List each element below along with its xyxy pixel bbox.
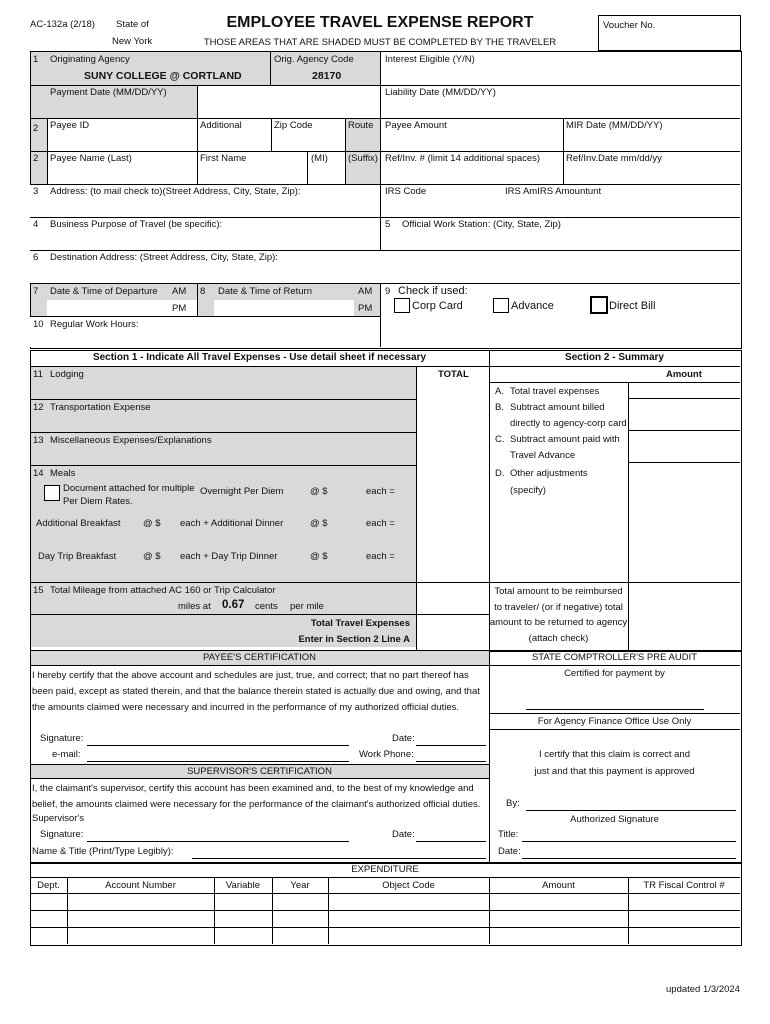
business-purpose-label: Business Purpose of Travel (be specific): <box>50 219 223 230</box>
meals-label: Meals <box>50 468 76 479</box>
payee-name-label: Payee Name (Last) <box>50 153 132 164</box>
title-label: Title: <box>498 829 519 840</box>
payee-date-line[interactable] <box>416 745 486 746</box>
expenditure-title: EXPENDITURE <box>351 864 419 875</box>
departure-pm: PM <box>172 303 187 314</box>
first-name-label: First Name <box>200 153 247 164</box>
misc-label: Miscellaneous Expenses/Explanations <box>50 435 212 446</box>
finance-office-label: For Agency Finance Office Use Only <box>537 716 692 727</box>
mi-label: (MI) <box>311 153 328 164</box>
n8: 8 <box>200 286 206 297</box>
miles-at: miles at <box>178 601 211 612</box>
s2-a-letter: A. <box>495 386 504 397</box>
each-plus-dinner: each + Additional Dinner <box>180 518 284 529</box>
mileage-rate: 0.67 <box>222 599 245 611</box>
payment-date-label: Payment Date (MM/DD/YY) <box>50 87 167 98</box>
orig-agency-code-label: Orig. Agency Code <box>274 54 354 65</box>
originating-agency-value: SUNY COLLEGE @ CORTLAND <box>84 70 242 82</box>
supervisor-date-line[interactable] <box>416 841 486 842</box>
per-mile: per mile <box>290 601 324 612</box>
updated-date: updated 1/3/2024 <box>666 984 740 995</box>
state-line2: New York <box>112 36 153 47</box>
n2a: 2 <box>33 123 39 134</box>
payee-id-label: Payee ID <box>50 120 90 131</box>
day-trip-breakfast: Day Trip Breakfast <box>38 551 117 562</box>
orig-agency-code-value: 28170 <box>312 70 342 82</box>
payee-signature-line[interactable] <box>87 745 349 746</box>
n10: 10 <box>33 319 44 330</box>
supervisor-cert-text: I, the claimant's supervisor, certify this account has been examined and, to the best of my knowledge and belief, the amounts claimed were necessary for the performance of the claimant's authorized official duties. <box>32 783 481 810</box>
transportation-label: Transportation Expense <box>50 402 151 413</box>
col-object-code: Object Code <box>382 880 435 891</box>
zip-code-label: Zip Code <box>274 120 313 131</box>
s2-d-text1: Other adjustments <box>510 468 588 479</box>
col-variable: Variable <box>225 880 261 891</box>
ref-inv-label: Ref/Inv. # (limit 14 additional spaces) <box>385 153 541 164</box>
payee-signature-label: Signature: <box>40 733 84 744</box>
s2-b-letter: B. <box>495 402 504 413</box>
col-dept: Dept. <box>37 880 60 891</box>
name-title-line[interactable] <box>192 858 486 859</box>
direct-bill-label: Direct Bill <box>609 300 656 312</box>
add-breakfast-at: @ $ <box>143 518 161 529</box>
n9: 9 <box>385 286 391 297</box>
n13: 13 <box>33 435 44 446</box>
additional-label: Additional <box>200 120 242 131</box>
col-tr-fiscal-control: TR Fiscal Control # <box>643 880 725 891</box>
destination-label: Destination Address: (Street Address, City, State, Zip): <box>50 252 278 263</box>
overnight-each: each = <box>366 486 395 497</box>
col-amount: Amount <box>542 880 575 891</box>
form-title: EMPLOYEE TRAVEL EXPENSE REPORT <box>226 14 534 31</box>
supervisor-signature-label: Signature: <box>40 829 84 840</box>
form-subtitle: THOSE AREAS THAT ARE SHADED MUST BE COMPLETED BY THE TRAVELER <box>203 37 557 48</box>
direct-bill-checkbox[interactable] <box>590 296 608 314</box>
reimb-3: amount to be returned to agency <box>489 617 628 628</box>
s2-a-text: Total travel expenses <box>510 386 600 397</box>
payee-phone-line[interactable] <box>416 761 486 762</box>
s2-c-text2: Travel Advance <box>510 450 576 461</box>
regular-hours-label: Regular Work Hours: <box>50 319 139 330</box>
departure-am: AM <box>172 286 187 297</box>
state-line1: State of <box>116 19 149 30</box>
return-label: Date & Time of Return <box>218 286 312 297</box>
document-attached-1: Document attached for multiple <box>63 483 195 494</box>
reimb-2: to traveler/ (or if negative) total <box>494 602 623 613</box>
n12: 12 <box>33 402 44 413</box>
n5: 5 <box>385 219 391 230</box>
add-dinner-at: @ $ <box>310 518 328 529</box>
return-pm: PM <box>358 303 373 314</box>
comptroller-date-line[interactable] <box>522 858 736 859</box>
payee-cert-title: PAYEE'S CERTIFICATION <box>202 652 317 663</box>
route-label: Route <box>348 120 374 131</box>
add-dinner-each: each = <box>366 518 395 529</box>
total-label: TOTAL <box>438 369 469 380</box>
day-dinner-at: @ $ <box>310 551 328 562</box>
name-title-label: Name & Title (Print/Type Legibly): <box>32 846 174 857</box>
s2-b-text2: directly to agency-corp card <box>510 418 627 429</box>
n15: 15 <box>33 585 44 596</box>
corp-card-label: Corp Card <box>412 300 463 312</box>
s2-d-text2: (specify) <box>510 485 546 496</box>
reimb-4: (attach check) <box>528 633 589 644</box>
n14: 14 <box>33 468 44 479</box>
return-am: AM <box>358 286 373 297</box>
advance-checkbox[interactable] <box>493 298 509 313</box>
originating-agency-label: Originating Agency <box>50 54 130 65</box>
payee-amount-label: Payee Amount <box>385 120 447 131</box>
s2-d-letter: D. <box>495 468 505 479</box>
interest-eligible-label: Interest Eligible (Y/N) <box>385 54 475 65</box>
n1: 1 <box>33 54 39 65</box>
per-diem-checkbox[interactable] <box>44 485 60 501</box>
lodging-label: Lodging <box>50 369 84 380</box>
s2-b-text1: Subtract amount billed <box>510 402 605 413</box>
s2-c-letter: C. <box>495 434 505 445</box>
document-attached-2: Per Diem Rates. <box>63 496 133 507</box>
total-travel-expenses-label: Total Travel Expenses <box>310 618 410 629</box>
suffix-label: (Suffix) <box>348 153 378 164</box>
certify-2: just and that this payment is approved <box>534 766 695 777</box>
col-account-number: Account Number <box>105 880 176 891</box>
payee-email-line[interactable] <box>87 761 349 762</box>
col-year: Year <box>290 880 310 891</box>
n2b: 2 <box>33 153 39 164</box>
payee-cert-text: I hereby certify that the above account and schedules are just, true, and correct; that no part thereof has been paid, except as stated therein, and that the balance therein stated is actually due and owing, and that the amounts claimed were necessary and incurred in the performance of my authorized official duties. <box>32 670 480 713</box>
amount-label: Amount <box>666 369 702 380</box>
certified-for-payment: Certified for payment by <box>564 668 665 679</box>
payee-email-label: e-mail: <box>52 749 81 760</box>
n3: 3 <box>33 186 39 197</box>
n6: 6 <box>33 252 39 263</box>
by-line[interactable] <box>526 810 736 811</box>
check-if-used-label: Check if used: <box>398 285 468 297</box>
ref-inv-date-label: Ref/Inv.Date mm/dd/yy <box>566 153 662 164</box>
form-id: AC-132a (2/18) <box>30 19 95 30</box>
official-station-label: Official Work Station: (City, State, Zip) <box>402 219 561 230</box>
corp-card-checkbox[interactable] <box>394 298 410 313</box>
supervisor-date-label: Date: <box>392 829 415 840</box>
return-field[interactable] <box>214 300 354 316</box>
mileage-label: Total Mileage from attached AC 160 or Trip Calculator <box>50 585 276 596</box>
day-dinner-each: each = <box>366 551 395 562</box>
liability-date-label: Liability Date (MM/DD/YY) <box>385 87 496 98</box>
reimb-1: Total amount to be reimbursed <box>494 586 623 597</box>
address-label: Address: (to mail check to)(Street Address, City, State, Zip): <box>50 186 301 197</box>
cents: cents <box>255 601 278 612</box>
enter-in-section2: Enter in Section 2 Line A <box>298 634 410 645</box>
comptroller-title: STATE COMPTROLLER'S PRE AUDIT <box>531 652 698 663</box>
section-block <box>30 350 742 652</box>
section2-title: Section 2 - Summary <box>565 352 664 363</box>
payee-work-phone-label: Work Phone: <box>359 749 414 760</box>
comptroller-date-label: Date: <box>498 846 521 857</box>
payee-date-label: Date: <box>392 733 415 744</box>
irs-amount-label: IRS AmIRS Amountunt <box>505 186 602 197</box>
n4: 4 <box>33 219 39 230</box>
departure-label: Date & Time of Departure <box>50 286 158 297</box>
each-plus-day-dinner: each + Day Trip Dinner <box>180 551 278 562</box>
authorized-signature: Authorized Signature <box>570 814 659 825</box>
overnight-at: @ $ <box>310 486 328 497</box>
payment-date-field[interactable] <box>197 85 380 118</box>
title-line[interactable] <box>522 841 736 842</box>
n7: 7 <box>33 286 39 297</box>
advance-label: Advance <box>511 300 554 312</box>
n11: 11 <box>33 369 43 380</box>
by-label: By: <box>506 798 520 809</box>
supervisor-cert-title: SUPERVISOR'S CERTIFICATION <box>187 766 332 777</box>
supervisor-signature-line[interactable] <box>87 841 349 842</box>
mir-date-label: MIR Date (MM/DD/YY) <box>566 120 663 131</box>
additional-breakfast: Additional Breakfast <box>36 518 121 529</box>
supervisors-label: Supervisor's <box>32 813 84 824</box>
overnight-per-diem: Overnight Per Diem <box>200 486 284 497</box>
day-breakfast-at: @ $ <box>143 551 161 562</box>
certify-1: I certify that this claim is correct and <box>539 749 690 760</box>
irs-code-label: IRS Code <box>385 186 427 197</box>
voucher-label: Voucher No. <box>603 20 656 31</box>
s2-c-text1: Subtract amount paid with <box>510 434 620 445</box>
section1-title: Section 1 - Indicate All Travel Expenses - Use detail sheet if necessary <box>92 352 427 363</box>
